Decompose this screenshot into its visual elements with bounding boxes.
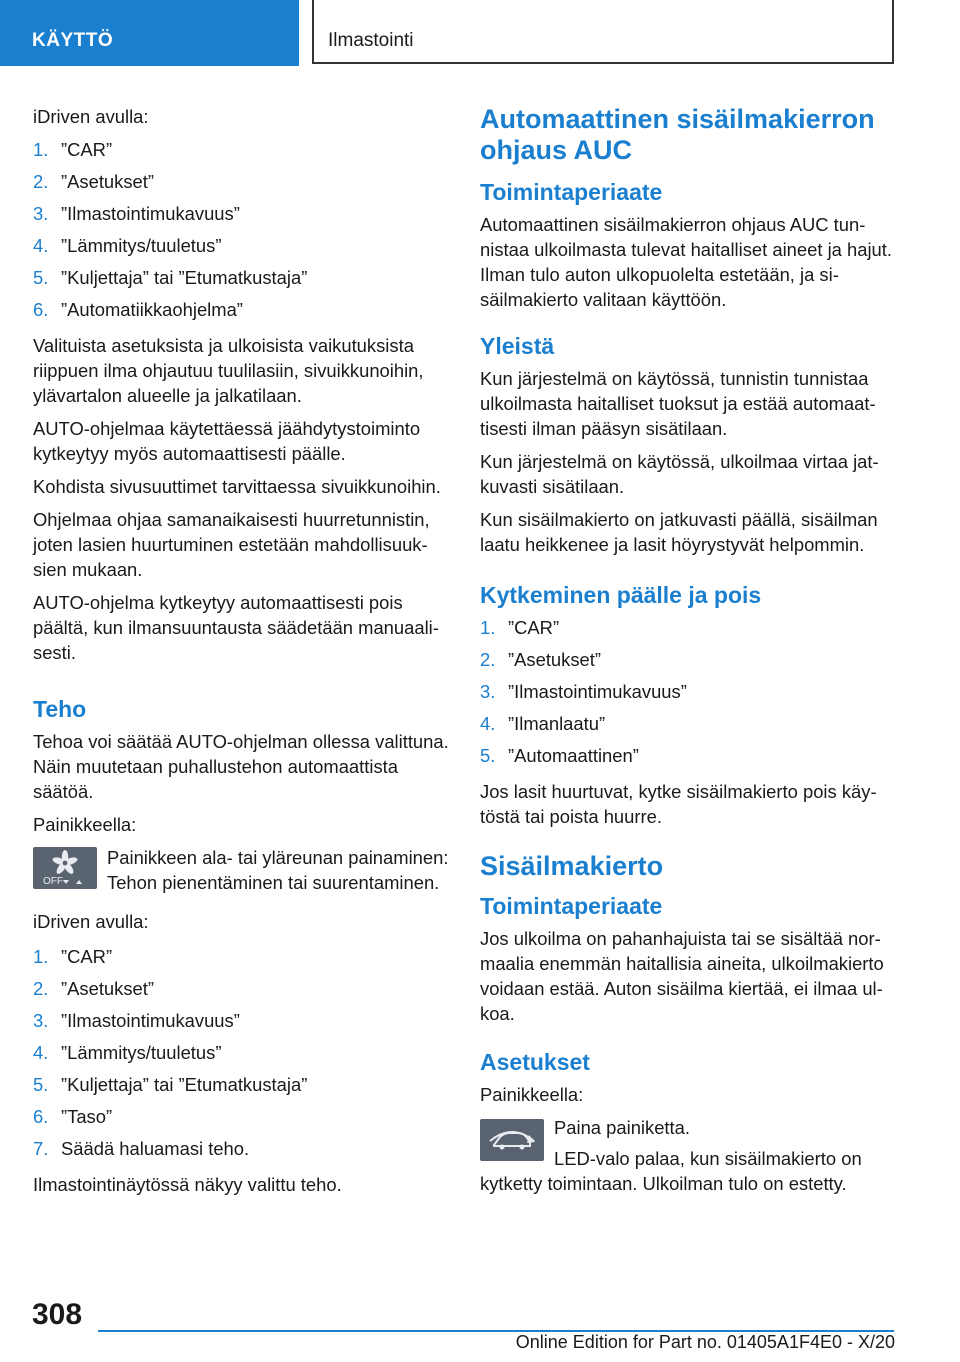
list-item-text: ”Kuljettaja” tai ”Etumatkustaja” bbox=[61, 1074, 308, 1095]
heading-teho: Teho bbox=[33, 696, 87, 722]
list-item bbox=[33, 976, 453, 1008]
heading-asetukset: Asetukset bbox=[480, 1049, 590, 1075]
paragraph: Painikkeella: bbox=[480, 1084, 584, 1105]
list-item-number: 5. bbox=[480, 745, 496, 766]
list-item-text: ”Lämmitys/tuuletus” bbox=[61, 235, 222, 256]
list-item-text: ”Kuljettaja” tai ”Etumatkustaja” bbox=[61, 267, 308, 288]
list-item-text: ”Ilmanlaatu” bbox=[508, 713, 606, 734]
list-item-number: 6. bbox=[33, 1106, 49, 1127]
heading-auc: Automaattinen sisäilmakierron ohjaus AUC bbox=[480, 104, 875, 165]
list-item bbox=[33, 1136, 453, 1168]
list-item-text: ”Ilmastointimukavuus” bbox=[61, 203, 240, 224]
list-item bbox=[33, 201, 453, 233]
paragraph: AUTO-ohjelma kytkeytyy automaattisesti pois päältä, kun ilmansuuntausta säädetään manuaalisesti. bbox=[33, 592, 439, 663]
right-column bbox=[480, 104, 895, 1196]
list-item bbox=[33, 233, 453, 265]
list-item-number: 6. bbox=[33, 299, 49, 320]
steps-list-2 bbox=[33, 944, 453, 1168]
off-label: OFF bbox=[43, 876, 63, 887]
list-item bbox=[480, 743, 895, 775]
paragraph: Painikkeella: bbox=[33, 814, 137, 835]
list-item bbox=[480, 711, 895, 743]
list-item bbox=[33, 944, 453, 976]
list-item-number: 3. bbox=[33, 203, 49, 224]
list-item-number: 5. bbox=[33, 267, 49, 288]
steps-list-1 bbox=[33, 137, 453, 329]
list-item-number: 1. bbox=[480, 617, 496, 638]
heading-yleista: Yleistä bbox=[480, 333, 555, 359]
list-item bbox=[33, 297, 453, 329]
list-item-number: 7. bbox=[33, 1138, 49, 1159]
heading-kytkeminen: Kytkeminen päälle ja pois bbox=[480, 582, 762, 608]
heading-toimintaperiaate: Toimintaperiaate bbox=[480, 893, 663, 919]
list-item-number: 1. bbox=[33, 946, 49, 967]
recirculation-press: Paina painiketta. bbox=[554, 1117, 690, 1138]
paragraph: Tehoa voi säätää AUTO-ohjelman ollessa valittuna. Näin muutetaan puhallustehon automaattista säätöä. bbox=[33, 731, 449, 802]
paragraph: Ilmastointinäytössä näkyy valittu teho. bbox=[33, 1174, 342, 1195]
list-item-text: ”Lämmitys/tuuletus” bbox=[61, 1042, 222, 1063]
paragraph: Kun järjestelmä on käytössä, tunnistin tunnistaa ulkoilmasta haitalliset tuoksut ja estää automaattisesti ilman pääsyn sisätilaan. bbox=[480, 368, 876, 439]
chapter-title: Ilmastointi bbox=[312, 0, 894, 64]
paragraph: AUTO-ohjelmaa käytettäessä jäähdytystoiminto kytkeytyy myös automaattisesti päälle. bbox=[33, 418, 421, 464]
list-item bbox=[33, 169, 453, 201]
paragraph: Kun järjestelmä on käytössä, ulkoilmaa virtaa jatkuvasti sisätilaan. bbox=[480, 451, 879, 497]
list-item-number: 4. bbox=[480, 713, 496, 734]
list-item-number: 2. bbox=[480, 649, 496, 670]
list-item-text: ”Automaattinen” bbox=[508, 745, 639, 766]
steps-list-3 bbox=[480, 615, 895, 775]
list-item bbox=[33, 265, 453, 297]
list-item-text: ”Taso” bbox=[61, 1106, 113, 1127]
list-item-text: ”Asetukset” bbox=[508, 649, 602, 670]
list-item bbox=[480, 615, 895, 647]
list-item-number: 2. bbox=[33, 978, 49, 999]
list-item-text: ”CAR” bbox=[508, 617, 560, 638]
list-item-number: 2. bbox=[33, 171, 49, 192]
section-tab: KÄYTTÖ bbox=[0, 0, 299, 66]
list-item bbox=[33, 1040, 453, 1072]
list-item-text: ”Ilmastointimukavuus” bbox=[61, 1010, 240, 1031]
list-item-number: 4. bbox=[33, 1042, 49, 1063]
list-item bbox=[33, 1008, 453, 1040]
recirculation-button-row bbox=[480, 1115, 895, 1196]
list-item-text: ”Asetukset” bbox=[61, 978, 155, 999]
heading-toimintaperiaate: Toimintaperiaate bbox=[480, 179, 663, 205]
fan-off-icon bbox=[33, 847, 97, 889]
fan-button-description: Painikkeen ala- tai yläreunan painaminen: Tehon pienentäminen tai suurentaminen. bbox=[107, 847, 449, 893]
list-item-text: ”CAR” bbox=[61, 139, 113, 160]
paragraph: Kohdista sivusuuttimet tarvittaessa sivuikkunoihin. bbox=[33, 476, 441, 497]
paragraph: Kun sisäilmakierto on jatkuvasti päällä, sisäilman laatu heikkenee ja lasit höyrystyvät helpommin. bbox=[480, 509, 878, 555]
paragraph: Jos lasit huurtuvat, kytke sisäilmakierto pois käytöstä tai poista huurre. bbox=[480, 781, 877, 827]
list-item-text: ”Ilmastointimukavuus” bbox=[508, 681, 687, 702]
list-item-text: Säädä haluamasi teho. bbox=[61, 1138, 250, 1159]
list-item-number: 3. bbox=[480, 681, 496, 702]
list-item bbox=[480, 647, 895, 679]
idrive-intro: iDriven avulla: bbox=[33, 106, 149, 127]
paragraph: Automaattinen sisäilmakierron ohjaus AUC tunnistaa ulkoilmasta tulevat haitalliset aineet ja hajut. Ilman tulo auton ulkopuolelta estetään, ja sisäilmakierto valitaan käyttöön. bbox=[480, 214, 892, 310]
list-item-text: ”CAR” bbox=[61, 946, 113, 967]
left-column bbox=[33, 104, 453, 1205]
list-item-text: ”Asetukset” bbox=[61, 171, 155, 192]
list-item-number: 5. bbox=[33, 1074, 49, 1095]
list-item-number: 4. bbox=[33, 235, 49, 256]
list-item bbox=[33, 1072, 453, 1104]
paragraph: Ohjelmaa ohjaa samanaikaisesti huurretunnistin, joten lasien huurtuminen estetään mahdollisuuksien mukaan. bbox=[33, 509, 430, 580]
list-item-text: ”Automatiikkaohjelma” bbox=[61, 299, 243, 320]
recirculation-description: LED-valo palaa, kun sisäilmakierto on kytketty toimintaan. Ulkoilman tulo on estetty. bbox=[480, 1148, 862, 1194]
page-header bbox=[0, 0, 960, 66]
air-recirculation-icon bbox=[480, 1119, 544, 1161]
list-item bbox=[33, 1104, 453, 1136]
idrive-intro: iDriven avulla: bbox=[33, 911, 149, 932]
fan-button-row bbox=[33, 845, 453, 895]
list-item-number: 3. bbox=[33, 1010, 49, 1031]
heading-sisailmakierto: Sisäilmakierto bbox=[480, 851, 664, 881]
edition-info: Online Edition for Part no. 01405A1F4E0 - X/20 bbox=[515, 1332, 895, 1352]
list-item bbox=[33, 137, 453, 169]
paragraph: Jos ulkoilma on pahanhajuista tai se sisältää normaalia enemmän haitallisia aineita, ulkoilmakierto voidaan estää. Auton sisäilma kiertää, ei ilmaa ulkoa. bbox=[480, 928, 884, 1024]
list-item bbox=[480, 679, 895, 711]
list-item-number: 1. bbox=[33, 139, 49, 160]
paragraph: Valituista asetuksista ja ulkoisista vaikutuksista riippuen ilma ohjautuu tuulilasiin, sivuikkunoihin, ylävartalon alueelle ja jalkatilaan. bbox=[33, 335, 424, 406]
page-number: 308 bbox=[32, 1298, 83, 1331]
